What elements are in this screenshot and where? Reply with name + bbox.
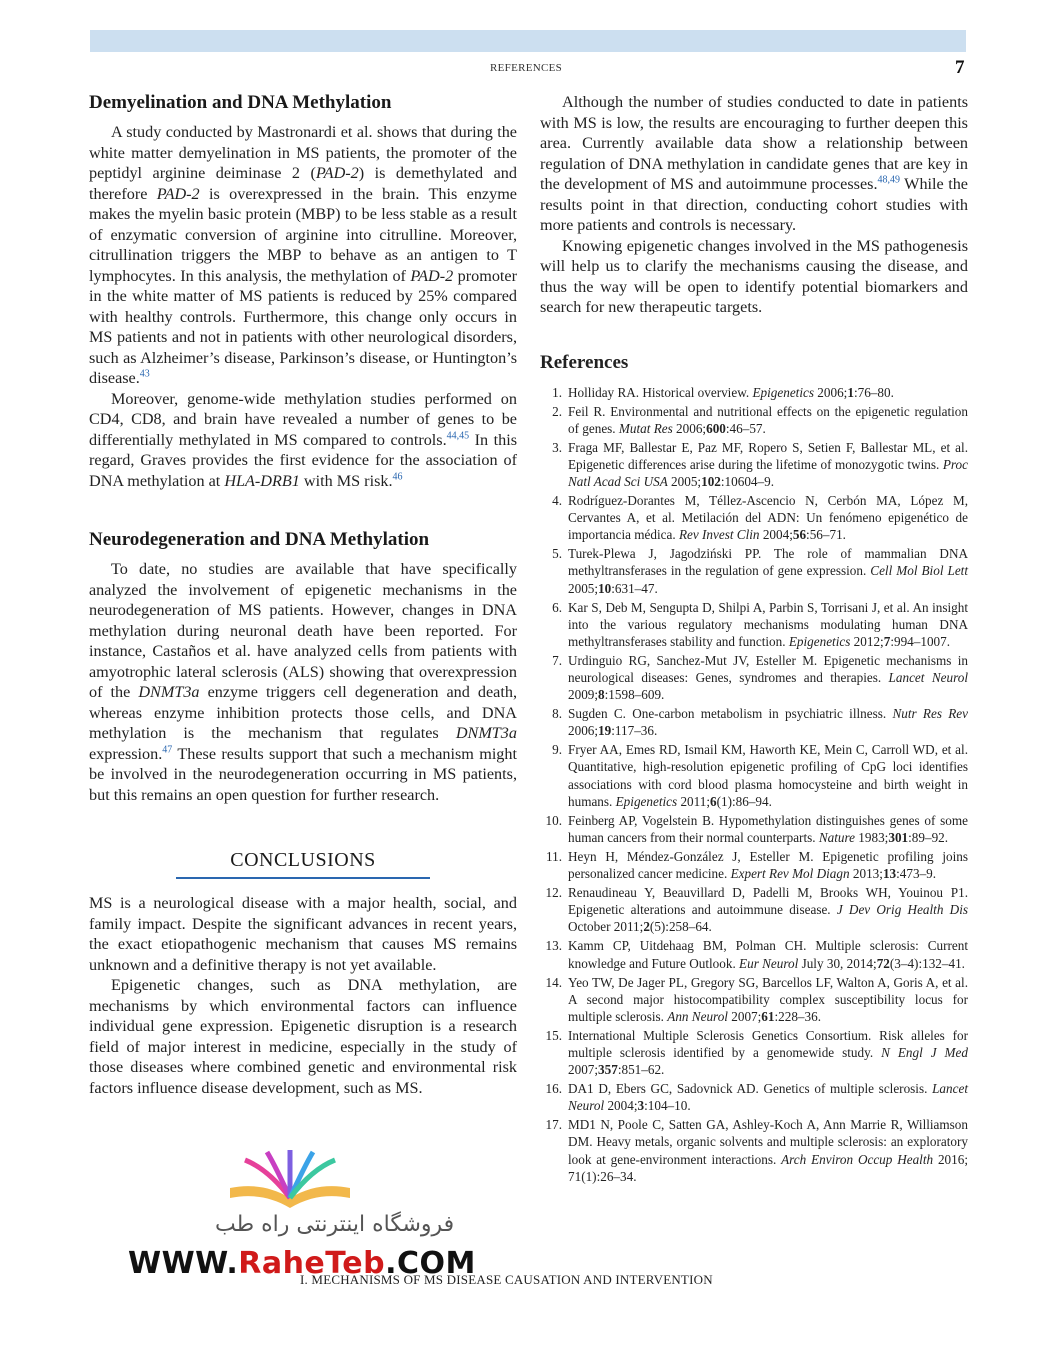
reference-item [540,652,968,703]
reference-text: Kamm CP, Uitdehaag BM, Polman CH. Multiple sclerosis: Current knowledge and Future Outlook. Eur Neurol July 30, 2014;72(3–4):132–41. [568,938,968,971]
reference-number: 15. [545,1027,562,1043]
references-title: References [540,351,629,373]
page-footer: I. MECHANISMS OF MS DISEASE CAUSATION AND INTERVENTION [300,1272,713,1287]
reference-number: 12. [545,885,562,901]
reference-text: Yeo TW, De Jager PL, Gregory SG, Barcellos LF, Walton A, Goris A, et al. A second major histocompatibility complex susceptibility locus for multiple sclerosis. Ann Neurol 2007;61:228–36. [568,974,968,1024]
reference-text: International Multiple Sclerosis Genetics Consortium. Risk alleles for multiple sclerosis identified by a genomewide study. N Engl J Med 2007;357:851–62. [568,1027,968,1078]
reference-number: 5. [552,546,562,562]
paragraph: Moreover, genome-wide methylation studies performed on CD4, CD8, and brain have revealed a number of genes to be differentially methylated in MS compared to controls.$^{44,45}$ In this regard, Graves provides the first evidence for the association of DNA methylation at HLA-DRB1 with MS risk.$^{46}$ [89,389,518,490]
reference-text: Feil R. Environmental and nutritional effects on the epigenetic regulation of genes. Mutat Res 2006;600:46–57. [568,403,968,436]
reference-text: Heyn H, Méndez-González J, Esteller M. Epigenetic profiling joins personalized cancer medicine. Expert Rev Mol Diagn 2013;13:473–9. [568,848,968,882]
reference-item [540,1080,968,1114]
reference-item [540,937,968,971]
reference-item [540,884,968,935]
watermark-persian-text: فروشگاه اینترنتی راه طب [215,1212,455,1237]
reference-number: 10. [545,812,562,828]
reference-text: Rodríguez-Dorantes M, Téllez-Ascencio N, Cerbón MA, López M, Cervantes A, et al. Metilación del ADN: Un fenómeno epigenético de importancia médica. Rev Invest Clin 2004;56:56–71. [568,493,968,543]
reference-item [540,974,968,1025]
reference-item [540,848,968,882]
reference-number: 8. [552,706,562,722]
reference-number: 11. [546,848,562,864]
right-column [540,92,968,1187]
reference-text: Turek-Plewa J, Jagodziński PP. The role of mammalian DNA methyltransferases in the regulation of gene expression. Cell Mol Biol Lett 2005;10:631–47. [568,546,968,596]
conclusions-title: CONCLUSIONS [176,849,430,879]
reference-text: Fraga MF, Ballestar E, Paz MF, Ropero S, Setien F, Ballestar ML, et al. Epigenetic differences arise during the lifetime of monozygotic twins. Proc Natl Acad Sci USA 2005;102:10604–9. [568,439,968,489]
reference-text: DA1 D, Ebers GC, Sadovnick AD. Genetics of multiple sclerosis. Lancet Neurol 2004;3:104–10. [568,1081,968,1114]
reference-text: Kar S, Deb M, Sengupta D, Shilpi A, Parbin S, Torrisani J, et al. An insight into the various regulatory mechanisms modulating human DNA methyltransferases stability and function. Epigenetics 2012;7:994–1007. [568,599,968,649]
paragraph: A study conducted by Mastronardi et al. shows that during the white matter demyelination in MS patients, the promoter of the peptidyl arginine deiminase 2 (PAD-2) is demethylated and therefore PAD-2 is overexpressed in the brain. This enzyme makes the myelin basic protein (MBP) to be less stable as a result of enzymatic conversion of arginine into citrulline. Moreover, citrullination triggers the MBP to behave as an antigen to T lymphocytes. In this analysis, the methylation of PAD-2 promoter in the white matter of MS patients is reduced by 25% compared with healthy controls. Furthermore, this change only occurs in MS patients and not in patients with other neurological disorders, such as Alzheimer’s disease, Parkinson’s disease, or Huntington’s disease.$^{43}$ [89,123,517,387]
reference-item [540,812,968,846]
reference-item [540,1027,968,1078]
reference-text: Sugden C. One-carbon metabolism in psychiatric illness. Nutr Res Rev 2006;19:117–36. [568,706,968,739]
paragraph: Epigenetic changes, such as DNA methylation, are mechanisms by which environmental factors can influence individual gene expression. Epigenetic disruption is a research field of major interest in medicine, especially in the study of those diseases where combined genetic and environmental risk factors influence disease development, such as MS. [89,976,517,1097]
reference-item [540,705,968,739]
reference-item [540,403,968,437]
citation-link[interactable]: 48,49 [877,174,900,186]
reference-text: Feinberg AP, Vogelstein B. Hypomethylation distinguishes genes of some human cancers from their normal counterparts. Nature 1983;301:89–92. [568,812,968,845]
reference-text: Fryer AA, Emes RD, Ismail KM, Haworth KE, Mein C, Carroll WD, et al. Quantitative, high-resolution epigenetic profiling of CpG loci identifies associations with cord blood plasma homocysteine and birth weight in humans. Epigenetics 2011;6(1):86–94. [568,742,968,809]
reference-number: 13. [545,938,562,954]
reference-number: 9. [552,742,562,758]
reference-number: 7. [552,652,562,668]
page-number: 7 [955,57,965,78]
reference-number: 1. [552,384,562,400]
citation-link[interactable]: 46 [392,471,403,483]
reference-number: 2. [552,403,562,419]
left-column [89,92,517,1098]
reference-number: 6. [552,599,562,615]
paragraph: MS is a neurological disease with a major health, social, and family impact. Despite the significant advances in recent years, the exact etiopathogenic mechanism that causes MS remains unknown and a definitive therapy is not yet available. [89,894,517,974]
paragraph: To date, no studies are available that have specifically analyzed the involvement of epigenetic mechanisms in the neurodegeneration of MS patients. However, changes in DNA methylation during neuronal death have been reported. For instance, Castaños et al. have analyzed cells from patients with amyotrophic lateral sclerosis (ALS) showing that overexpression of the DNMT3a enzyme triggers cell degeneration and death, whereas enzyme inhibition protects those cells, and DNA methylation is the mechanism that regulates DNMT3a expression.$^{47}$ These results support that such a mechanism might be involved in the neurodegeneration occurring in MS patients, but this remains an open question for further research. [89,560,518,804]
reference-number: 17. [545,1117,562,1133]
reference-number: 4. [552,493,562,509]
reference-text: Holliday RA. Historical overview. Epigenetics 2006;1:76–80. [568,384,894,400]
reference-text: Urdinguio RG, Sanchez-Mut JV, Esteller M. Epigenetic mechanisms in neurological diseases: Genes, syndromes and therapies. Lancet Neurol 2009;8:1598–609. [568,652,968,703]
section-title-neurodegeneration: Neurodegeneration and DNA Methylation [89,529,430,550]
reference-item [540,741,968,809]
reference-item [540,545,968,596]
conclusions-heading [89,849,517,879]
paragraph: Although the number of studies conducted to date in patients with MS is low, the results are encouraging to further deepen this area. Currently available data show a relationship between regulation of DNA methylation in candidate genes that are key in the development of MS and autoimmune processes.$^{48,49}$ While the results point in that direction, conducting cohort studies with more patients and controls is necessary. [540,93,968,234]
header-bar [90,30,966,52]
citation-link[interactable]: 43 [139,368,150,380]
watermark-url: WWW.RaheTeb.COM [128,1246,476,1281]
reference-item [540,599,968,650]
paragraph: Knowing epigenetic changes involved in the MS pathogenesis will help us to clarify the mechanisms causing the disease, and thus the way will be open to identify potential biomarkers and search for new therapeutic targets. [540,236,968,316]
citation-link[interactable]: 47 [162,744,173,756]
reference-item [540,492,968,543]
reference-item [540,439,968,490]
reference-item [540,1116,968,1184]
book-logo-icon [215,1148,365,1214]
reference-number: 3. [552,439,562,455]
reference-number: 16. [545,1081,562,1097]
citation-link[interactable]: 44,45 [446,430,470,442]
running-head: REFERENCES [490,62,563,74]
reference-item [540,384,968,401]
reference-text: Renaudineau Y, Beauvillard D, Padelli M, Brooks WH, Youinou P1. Epigenetic alterations and autoimmune disease. J Dev Orig Health Dis October 2011;2(5):258–64. [568,885,968,935]
reference-list [540,384,968,1185]
reference-number: 14. [545,974,562,990]
section-title-demyelination: Demyelination and DNA Methylation [89,92,392,113]
reference-text: MD1 N, Poole C, Satten GA, Ashley-Koch A, Ann Marrie R, Williamson DM. Heavy metals, organic solvents and multiple sclerosis: an exploratory look at gene-environment interactions. Arch Environ Occup Health 2016; 71(1):26–34. [568,1117,968,1184]
